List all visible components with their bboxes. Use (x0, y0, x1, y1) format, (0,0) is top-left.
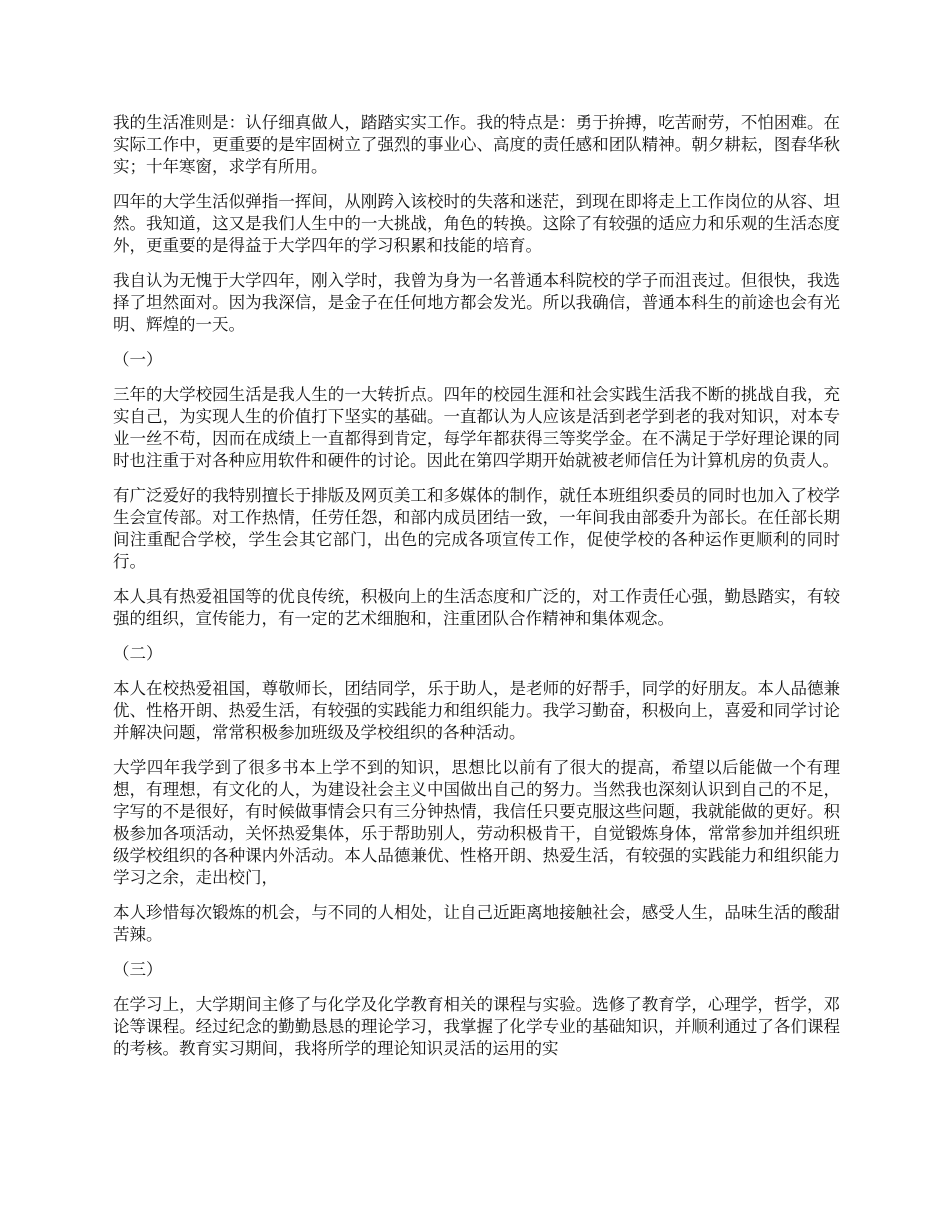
section-heading-two: （二） (113, 644, 163, 663)
paragraph-qualities: 本人具有热爱祖国等的优良传统，积极向上的生活态度和广泛的，对工作责任心强，勤恳踏实，有较强的组织，宣传能力，有一定的艺术细胞和，注重团队合作精神和集体观念。 (113, 587, 840, 628)
section-heading-one: （一） (113, 350, 163, 369)
paragraph-four-years: 四年的大学生活似弹指一挥间，从刚跨入该校时的失落和迷茫，到现在即将走上工作岗位的从容、坦然。我知道，这又是我们人生中的一大挑战，角色的转换。这除了有较强的适应力和乐观的生活态度外，更重要的是得益于大学四年的学习积累和技能的培育。 (113, 192, 840, 255)
section-heading-three: （三） (113, 960, 163, 979)
paragraph-hobbies: 有广泛爱好的我特别擅长于排版及网页美工和多媒体的制作，就任本班组织委员的同时也加入了校学生会宣传部。对工作热情，任劳任怨，和部内成员团结一致，一年间我由部委升为部长。在任部长期间注重配合学校，学生会其它部门，出色的完成各项宣传工作，促使学校的各种运作更顺利的同时行。 (113, 486, 840, 571)
paragraph-life-principles: 我的生活准则是：认仔细真做人，踏踏实实工作。我的特点是：勇于拚搏，吃苦耐劳，不怕困难。在实际工作中，更重要的是牢固树立了强烈的事业心、高度的责任感和团队精神。朝夕耕耘，图春华秋实；十年寒窗，求学有所用。 (113, 113, 840, 176)
paragraph-character: 本人在校热爱祖国，尊敬师长，团结同学，乐于助人，是老师的好帮手，同学的好朋友。本人品德兼优、性格开朗、热爱生活，有较强的实践能力和组织能力。我学习勤奋，积极向上，喜爱和同学讨论并解决问题，常常积极参加班级及学校组织的各种活动。 (113, 679, 840, 742)
paragraph-studies: 在学习上，大学期间主修了与化学及化学教育相关的课程与实验。选修了教育学，心理学，哲学，邓论等课程。经过纪念的勤勤恳恳的理论学习，我掌握了化学专业的基础知识，并顺利通过了各们课程的考核。教育实习期间，我将所学的理论知识灵活的运用的实 (113, 995, 840, 1058)
paragraph-self-assessment: 我自认为无愧于大学四年，刚入学时，我曾为身为一名普通本科院校的学子而沮丧过。但很快，我选择了坦然面对。因为我深信，是金子在任何地方都会发光。所以我确信，普通本科生的前途也会有光明、辉煌的一天。 (113, 271, 840, 334)
paragraph-learning: 大学四年我学到了很多书本上学不到的知识，思想比以前有了很大的提高，希望以后能做一个有理想，有理想，有文化的人，为建设社会主义中国做出自己的努力。当然我也深刻认识到自己的不足，字写的不是很好，有时候做事情会只有三分钟热情，我信任只要克服这些问题，我就能做的更好。积极参加各项活动，关怀热爱集体，乐于帮助别人，劳动积极肯干，自觉锻炼身体，常常参加并组织班级学校组织的各种课内外活动。本人品德兼优、性格开朗、热爱生活，有较强的实践能力和组织能力学习之余，走出校门， (113, 758, 840, 887)
document-body (113, 112, 840, 1073)
paragraph-campus-life: 三年的大学校园生活是我人生的一大转折点。四年的校园生涯和社会实践生活我不断的挑战自我，充实自己，为实现人生的价值打下坚实的基础。一直都认为人应该是活到老学到老的我对知识，对本专业一丝不苟，因而在成绩上一直都得到肯定，每学年都获得三等奖学金。在不满足于学好理论课的同时也注重于对各种应用软件和硬件的讨论。因此在第四学期开始就被老师信任为计算机房的负责人。 (113, 385, 840, 470)
paragraph-opportunities: 本人珍惜每次锻炼的机会，与不同的人相处，让自己近距离地接触社会，感受人生，品味生活的酸甜苦辣。 (113, 903, 840, 944)
